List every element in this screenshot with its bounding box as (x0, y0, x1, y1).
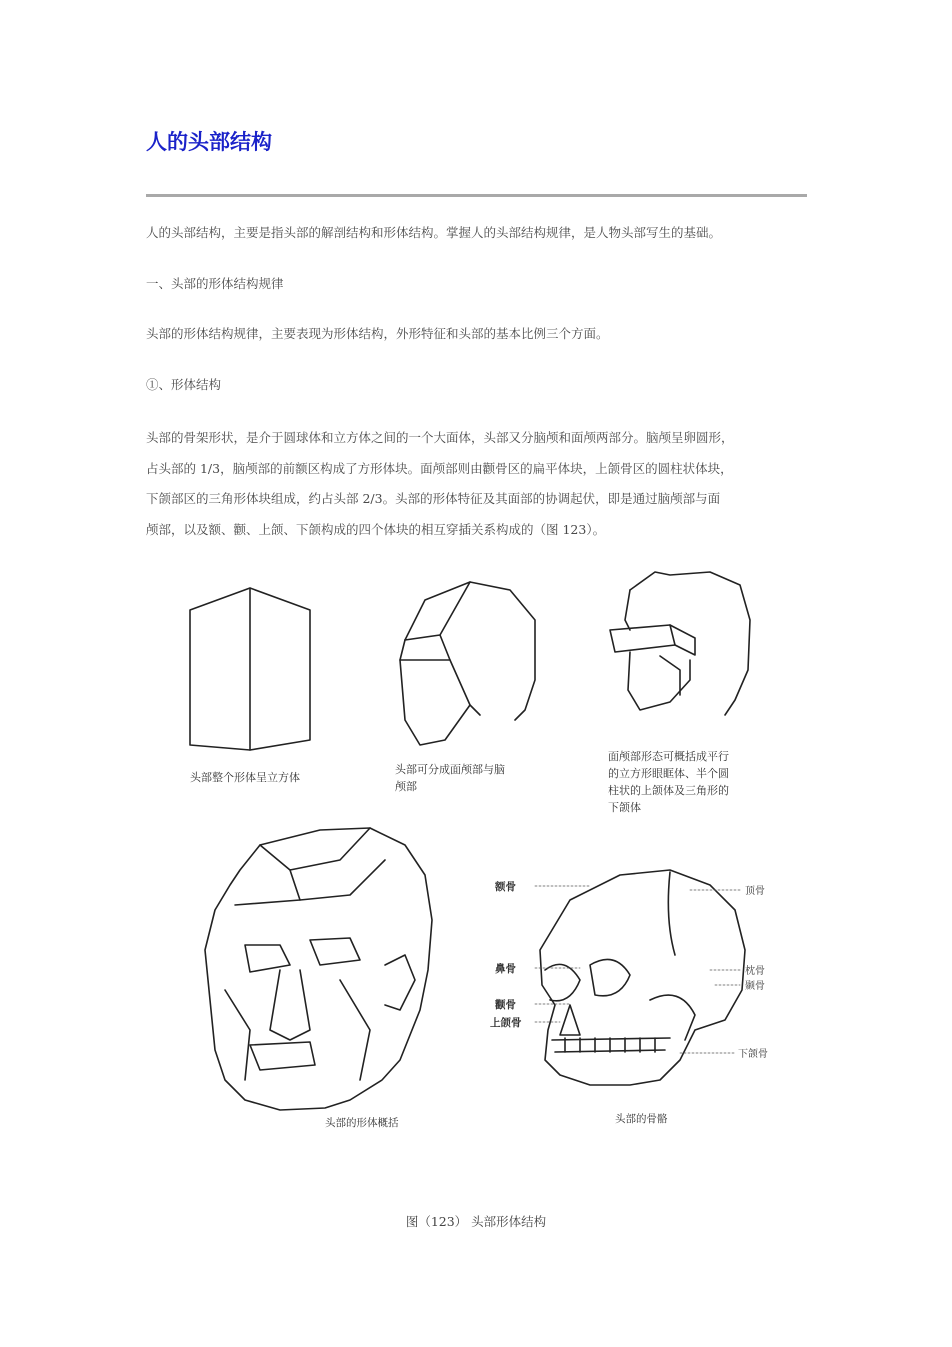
skull-label: 颧骨 (495, 999, 516, 1011)
skull-label: 上颌骨 (490, 1017, 522, 1029)
section-heading: 一、头部的形体结构规律 (146, 276, 284, 291)
intro-paragraph: 人的头部结构，主要是指头部的解剖结构和形体结构。掌握人的头部结构规律，是人物头部写生的基础。 (146, 225, 722, 240)
skull-label: 额骨 (495, 881, 516, 893)
body-line: 占头部的 1/3，脑颅部的前额区构成了方形体块。面颅部则由颧骨区的扁平体块，上颌骨区的圆柱状体块， (146, 460, 733, 476)
panel-caption: 头部可分成面颅部与脑 (395, 763, 505, 776)
body-line: 颅部，以及额、颧、上颌、下颌构成的四个体块的相互穿插关系构成的（图 123）。 (146, 521, 606, 537)
panel-caption: 的立方形眼眶体、半个圆 (608, 767, 729, 780)
section-paragraph: 头部的形体结构规律，主要表现为形体结构，外形特征和头部的基本比例三个方面。 (146, 326, 609, 341)
panel-caption: 下颌体 (608, 801, 641, 814)
body-line: 头部的骨架形状，是介于圆球体和立方体之间的一个大面体，头部又分脑颅和面颅两部分。脑颅呈卵圆形， (146, 430, 734, 445)
panel-caption: 头部整个形体呈立方体 (190, 771, 300, 784)
cube-drawing (190, 588, 310, 750)
skull-label: 鼻骨 (495, 963, 516, 975)
face-blocks-drawing (610, 572, 750, 715)
panel-caption: 柱状的上颌体及三角形的 (608, 784, 729, 797)
subsection-heading: ①、形体结构 (146, 377, 222, 392)
cranium-face-drawing (400, 582, 535, 745)
panel-caption: 头部的骨骼 (615, 1113, 668, 1125)
panel-caption: 面颅部形态可概括成平行 (608, 750, 729, 763)
skull-label: 顶骨 (745, 886, 765, 897)
body-paragraph (146, 423, 808, 545)
body-line: 下颌部区的三角形体块组成，约占头部 2/3。头部的形体特征及其面部的协调起伏，即是通过脑颅部与面 (146, 491, 721, 506)
head-structure-figure (150, 560, 810, 1150)
page-title: 人的头部结构 (146, 130, 272, 154)
title-divider (146, 194, 807, 197)
skull-label: 颞骨 (745, 981, 765, 992)
figure-caption: 图（123） 头部形体结构 (405, 1214, 547, 1229)
panel-caption: 头部的形体概括 (325, 1117, 399, 1129)
skull-label: 下颌骨 (738, 1049, 768, 1060)
faceted-head-drawing (205, 828, 432, 1110)
skull-label: 枕骨 (745, 966, 765, 977)
panel-caption: 颅部 (395, 780, 417, 793)
